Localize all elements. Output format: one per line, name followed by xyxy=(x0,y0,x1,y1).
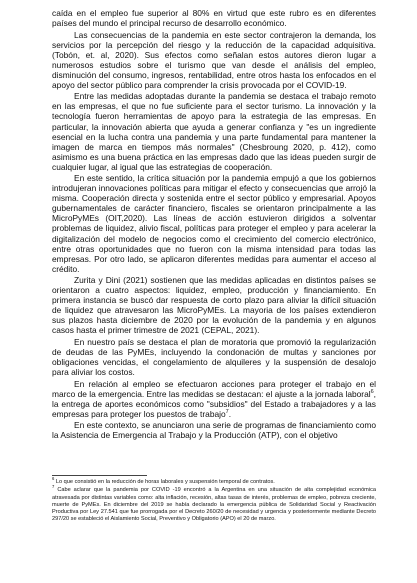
paragraph-text: Zurita y Dini (2021) sostienen que las medidas aplicadas en distintos países se orientaron a cuatro aspectos: liquidez, empleo, producción y financiamiento. En primera instancia se buscó dar respuesta de corto plazo para aliviar la difícil situación de liquidez que atravesaron las MicroPyMEs. La mayoria de los países extendieron sus plazos hasta diciembre de 2020 por la evolución de la pandemia y en algunos casos hasta el primer trimestre de 2021 (CEPAL, 2021). xyxy=(52,275,376,336)
footnote-ref-6[interactable]: 6 xyxy=(370,388,374,395)
paragraph-text: . xyxy=(228,408,232,419)
paragraph-text: En este sentido, la crítica situación por la pandemia empujó a que los gobiernos introdujeran innovaciones políticas para mitigar el efecto y consecuencias que arrojó la misma. Cooperación directa y sostenida entre el sector público y empresarial. Apoyos gubernamentales de carácter financiero, fiscales se orientaron principalmente a las MicroPyMEs (OIT,2020). Las líneas de acción estuvieron dirigidos a solventar problemas de liquidez, alivio fiscal, políticas para proteger el empleo y para acelerar la digitalización del modelo de negocios como el crecimiento del comercio electrónico, entre otras oportunidades que no fueron con la misma intensidad para todas las empresas. Por otro lado, se aplicaron diferentes medidas para aumentar el acceso al crédito. xyxy=(52,173,376,274)
paragraph-8 xyxy=(52,420,376,440)
paragraph-3 xyxy=(52,91,376,171)
paragraph-2 xyxy=(52,30,376,90)
paragraph-text: , la entrega de aportes económicos como "subsidios" del Estado a trabajadores y a las empresas para proteger los puestos de trabajo xyxy=(52,388,376,419)
paragraph-text: En este contexto, se anunciaron una serie de programas de financiamiento como la Asistencia de Emergencia al Trabajo y la Producción (ATP), con el objetivo xyxy=(52,420,376,441)
paragraph-7 xyxy=(52,379,376,419)
footnote-text: Lo que consistió en la reducción de horas laborales y suspensión temporal de contratos. xyxy=(55,479,275,485)
footnote-ref-7[interactable]: 7 xyxy=(225,409,229,416)
paragraph-5 xyxy=(52,275,376,335)
document-body xyxy=(52,8,376,442)
footnote-number: 6 xyxy=(52,476,55,482)
paragraph-text: Las consecuencias de la pandemia en este sector contrajeron la demanda, los servicios por la percepción del riesgo y la reducción de la capacidad adquisitiva. (Tobón, et. al, 2020). Sus efectos como señalan estos autores dieron lugar a numerosos estudios sobre el turismo que van desde el análisis del empleo, disminución del consumo, ingresos, rentabilidad, entre otros hasta los enfocados en el apoyo del sector público para comprender la crisis provocada por el COVID-19. xyxy=(52,29,376,90)
paragraph-text: caída en el empleo fue superior al 80% en virtud que este rubro es en diferentes países del mundo el principal recurso de desarrollo económico. xyxy=(52,8,376,29)
paragraph-text: En relación al empleo se efectuaron acciones para proteger el trabajo en el marco de la emergencia. Entre las medidas se destacan: el ajuste a la jornada laboral xyxy=(52,378,376,399)
footnote-7 xyxy=(52,484,376,523)
paragraph-1 xyxy=(52,8,376,28)
footnote-number: 7 xyxy=(52,484,55,490)
footnote-6 xyxy=(52,476,376,486)
footnote-divider xyxy=(52,475,147,476)
paragraph-text: Entre las medidas adoptadas durante la pandemia se destaca el trabajo remoto en las empresas, el que no fue suficiente para el sector turismo. La innovación y la tecnología fueron herramientas de apoyo para la estrategia de las empresas. En particular, la innovación abierta que ayuda a generar confianza y "es un ingrediente esencial en la lucha contra una pandemia y una parte fundamental para mantener la imagen de marca en tiempos más normales" (Chesbroung 2020, p. 412), como asimismo es una buena práctica en las empresas dado que las ideas pueden surgir de cualquier lugar, al igual que las estrategias de cooperación. xyxy=(52,91,376,172)
paragraph-4 xyxy=(52,173,376,273)
paragraph-6 xyxy=(52,337,376,377)
footnotes xyxy=(52,475,376,525)
footnote-text: Cabe aclarar que la pandemia por COVID -19 encontró a la Argentina en una situación de alta complejidad económica atravesada por distintas variables como: alta inflación, recesión, altas tasas de interés, problemas de empleo, pobreza creciente, muerte de PyMEs. En diciembre del 2019 se había declarado la emergencia pública de Solidaridad Social y Reactivación Productiva por Ley 27.541 que fue prorrogada por el Decreto 260/20 de necesidad y urgencia y posteriormente mediante Decreto 297/20 se estableció el Aislamiento Social, Preventivo y Obligatorio (APO) el 20 de marzo. xyxy=(52,487,376,523)
paragraph-text: En nuestro país se destaca el plan de moratoria que promovió la regularización de deudas de las PyMEs, incluyendo la condonación de multas y sanciones por obligaciones vencidas, el congelamiento de alquileres y la suspensión de desalojo para aliviar los costos. xyxy=(52,337,376,378)
